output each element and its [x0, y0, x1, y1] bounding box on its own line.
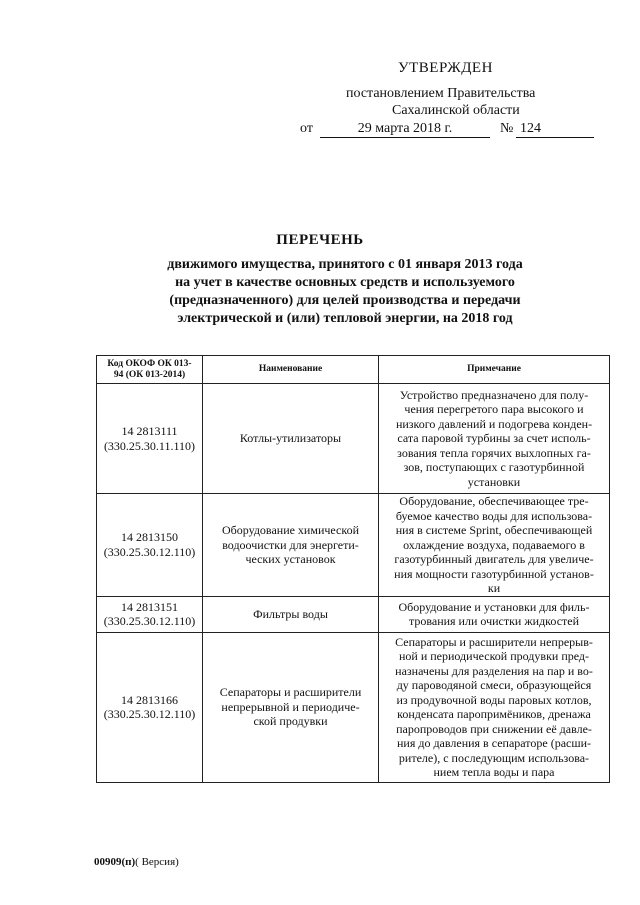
header-code-line: Код ОКОФ ОК 013- [107, 358, 192, 369]
subtitle-line: движимого имущества, принятого с 01 января 2013 года [167, 257, 523, 272]
name-line: Сепараторы и расширители [219, 685, 362, 700]
note-line: буемое качество воды для использова- [395, 508, 593, 523]
note-line: трования или очистки жидкостей [408, 614, 580, 628]
footer-version: ( Версия) [135, 856, 179, 868]
name-line: ской продувки [253, 714, 328, 729]
name-cell [203, 596, 379, 632]
header-note: Примечание [379, 356, 610, 384]
note-cell [379, 384, 610, 494]
approval-date: 29 марта 2018 г. [320, 121, 490, 138]
note-line: зования тепла горячих выхлопных га- [397, 445, 591, 460]
table-body [97, 384, 610, 783]
note-line: конденсата паропримёников, дренажа [397, 707, 591, 721]
approval-number-label: № [500, 121, 514, 136]
code-cell [97, 384, 203, 494]
approval-date-row [300, 121, 600, 141]
name-cell [203, 384, 379, 494]
note-line: ния мощности газотурбинной установ- [394, 566, 594, 581]
note-cell [379, 494, 610, 597]
table-header-row [97, 356, 610, 384]
code-cell [97, 632, 203, 782]
name-line: ческих установок [245, 552, 336, 566]
assets-table [96, 355, 610, 783]
note-line: ния до давления в сепараторе (расши- [396, 736, 592, 750]
document-heading: ПЕРЕЧЕНЬ [276, 232, 364, 248]
table-row [97, 494, 610, 597]
name-line: Котлы-утилизаторы [239, 431, 342, 446]
note-line: рителе), с последующим использова- [398, 750, 590, 765]
note-line: сата паровой турбины за счет исполь- [397, 431, 591, 446]
code-line: (330.25.30.11.110) [103, 438, 196, 453]
note-cell [379, 632, 610, 782]
code-line: (330.25.30.12.110) [103, 707, 196, 721]
note-line: назначены для разделения на пар и во- [395, 663, 593, 678]
note-line: чения перегретого пара высокого и [404, 402, 584, 417]
note-cell [379, 596, 610, 632]
footer-code [94, 856, 179, 868]
note-line: ки [487, 581, 501, 595]
note-line: охлаждение воздуха, подаваемого в [403, 537, 585, 552]
note-line: Оборудование, обеспечивающее тре- [399, 494, 589, 508]
note-line: паропроводов при снижении её давле- [396, 721, 592, 736]
name-line: непрерывной и периодиче- [221, 699, 360, 714]
name-line: водоочистки для энергети- [222, 537, 359, 552]
code-line: 14 2813111 [121, 424, 178, 438]
code-cell [97, 494, 203, 597]
note-line: низкого давлений и подогрева конден- [395, 416, 593, 431]
note-line: ния в системе Sprint, обеспечивающей [395, 523, 593, 537]
name-cell [203, 494, 379, 597]
approval-number: 124 [516, 121, 594, 138]
header-name: Наименование [203, 356, 379, 384]
table-row [97, 632, 610, 782]
note-line: Оборудование и установки для филь- [398, 599, 590, 614]
code-line: 14 2813166 [121, 692, 178, 707]
note-line: установки [467, 474, 521, 489]
note-line: ду пароводяной смеси, образующейся [396, 678, 592, 692]
code-line: 14 2813151 [121, 599, 178, 614]
note-line: газотурбинный двигатель для увеличе- [394, 552, 594, 566]
note-line: Сепараторы и расширители непрерыв- [395, 634, 593, 649]
approval-from-label: от [300, 121, 313, 136]
table-row [97, 596, 610, 632]
name-line: Фильтры воды [253, 606, 328, 621]
approval-title: УТВЕРЖДЕН [398, 60, 493, 76]
code-line: (330.25.30.12.110) [103, 614, 196, 628]
subtitle-line: на учет в качестве основных средств и используемого [175, 275, 515, 290]
footer-doc-code: 00909(п) [94, 856, 136, 868]
header-code-line: 94 (ОК 013-2014) [113, 369, 186, 380]
note-line: Устройство предназначено для полу- [399, 387, 589, 402]
header-code [97, 356, 203, 384]
table-row [97, 384, 610, 494]
approval-region: Сахалинской области [392, 103, 520, 118]
note-line: из продувочной воды паровых котлов, [396, 692, 592, 707]
code-line: (330.25.30.12.110) [103, 544, 196, 559]
code-line: 14 2813150 [121, 530, 178, 545]
subtitle-line: (предназначенного) для целей производства и передачи [169, 293, 521, 308]
name-line: Оборудование химической [221, 523, 360, 537]
note-line: зов, поступающих с газотурбинной [403, 460, 585, 475]
subtitle-line: электрической и (или) тепловой энергии, на 2018 год [177, 311, 513, 326]
name-cell [203, 632, 379, 782]
note-line: ной и периодической продувки пред- [398, 649, 590, 663]
approval-issuer: постановлением Правительства [346, 86, 536, 101]
note-line: нием тепла воды и пара [433, 765, 555, 779]
code-cell [97, 596, 203, 632]
document-subtitle [130, 256, 560, 328]
